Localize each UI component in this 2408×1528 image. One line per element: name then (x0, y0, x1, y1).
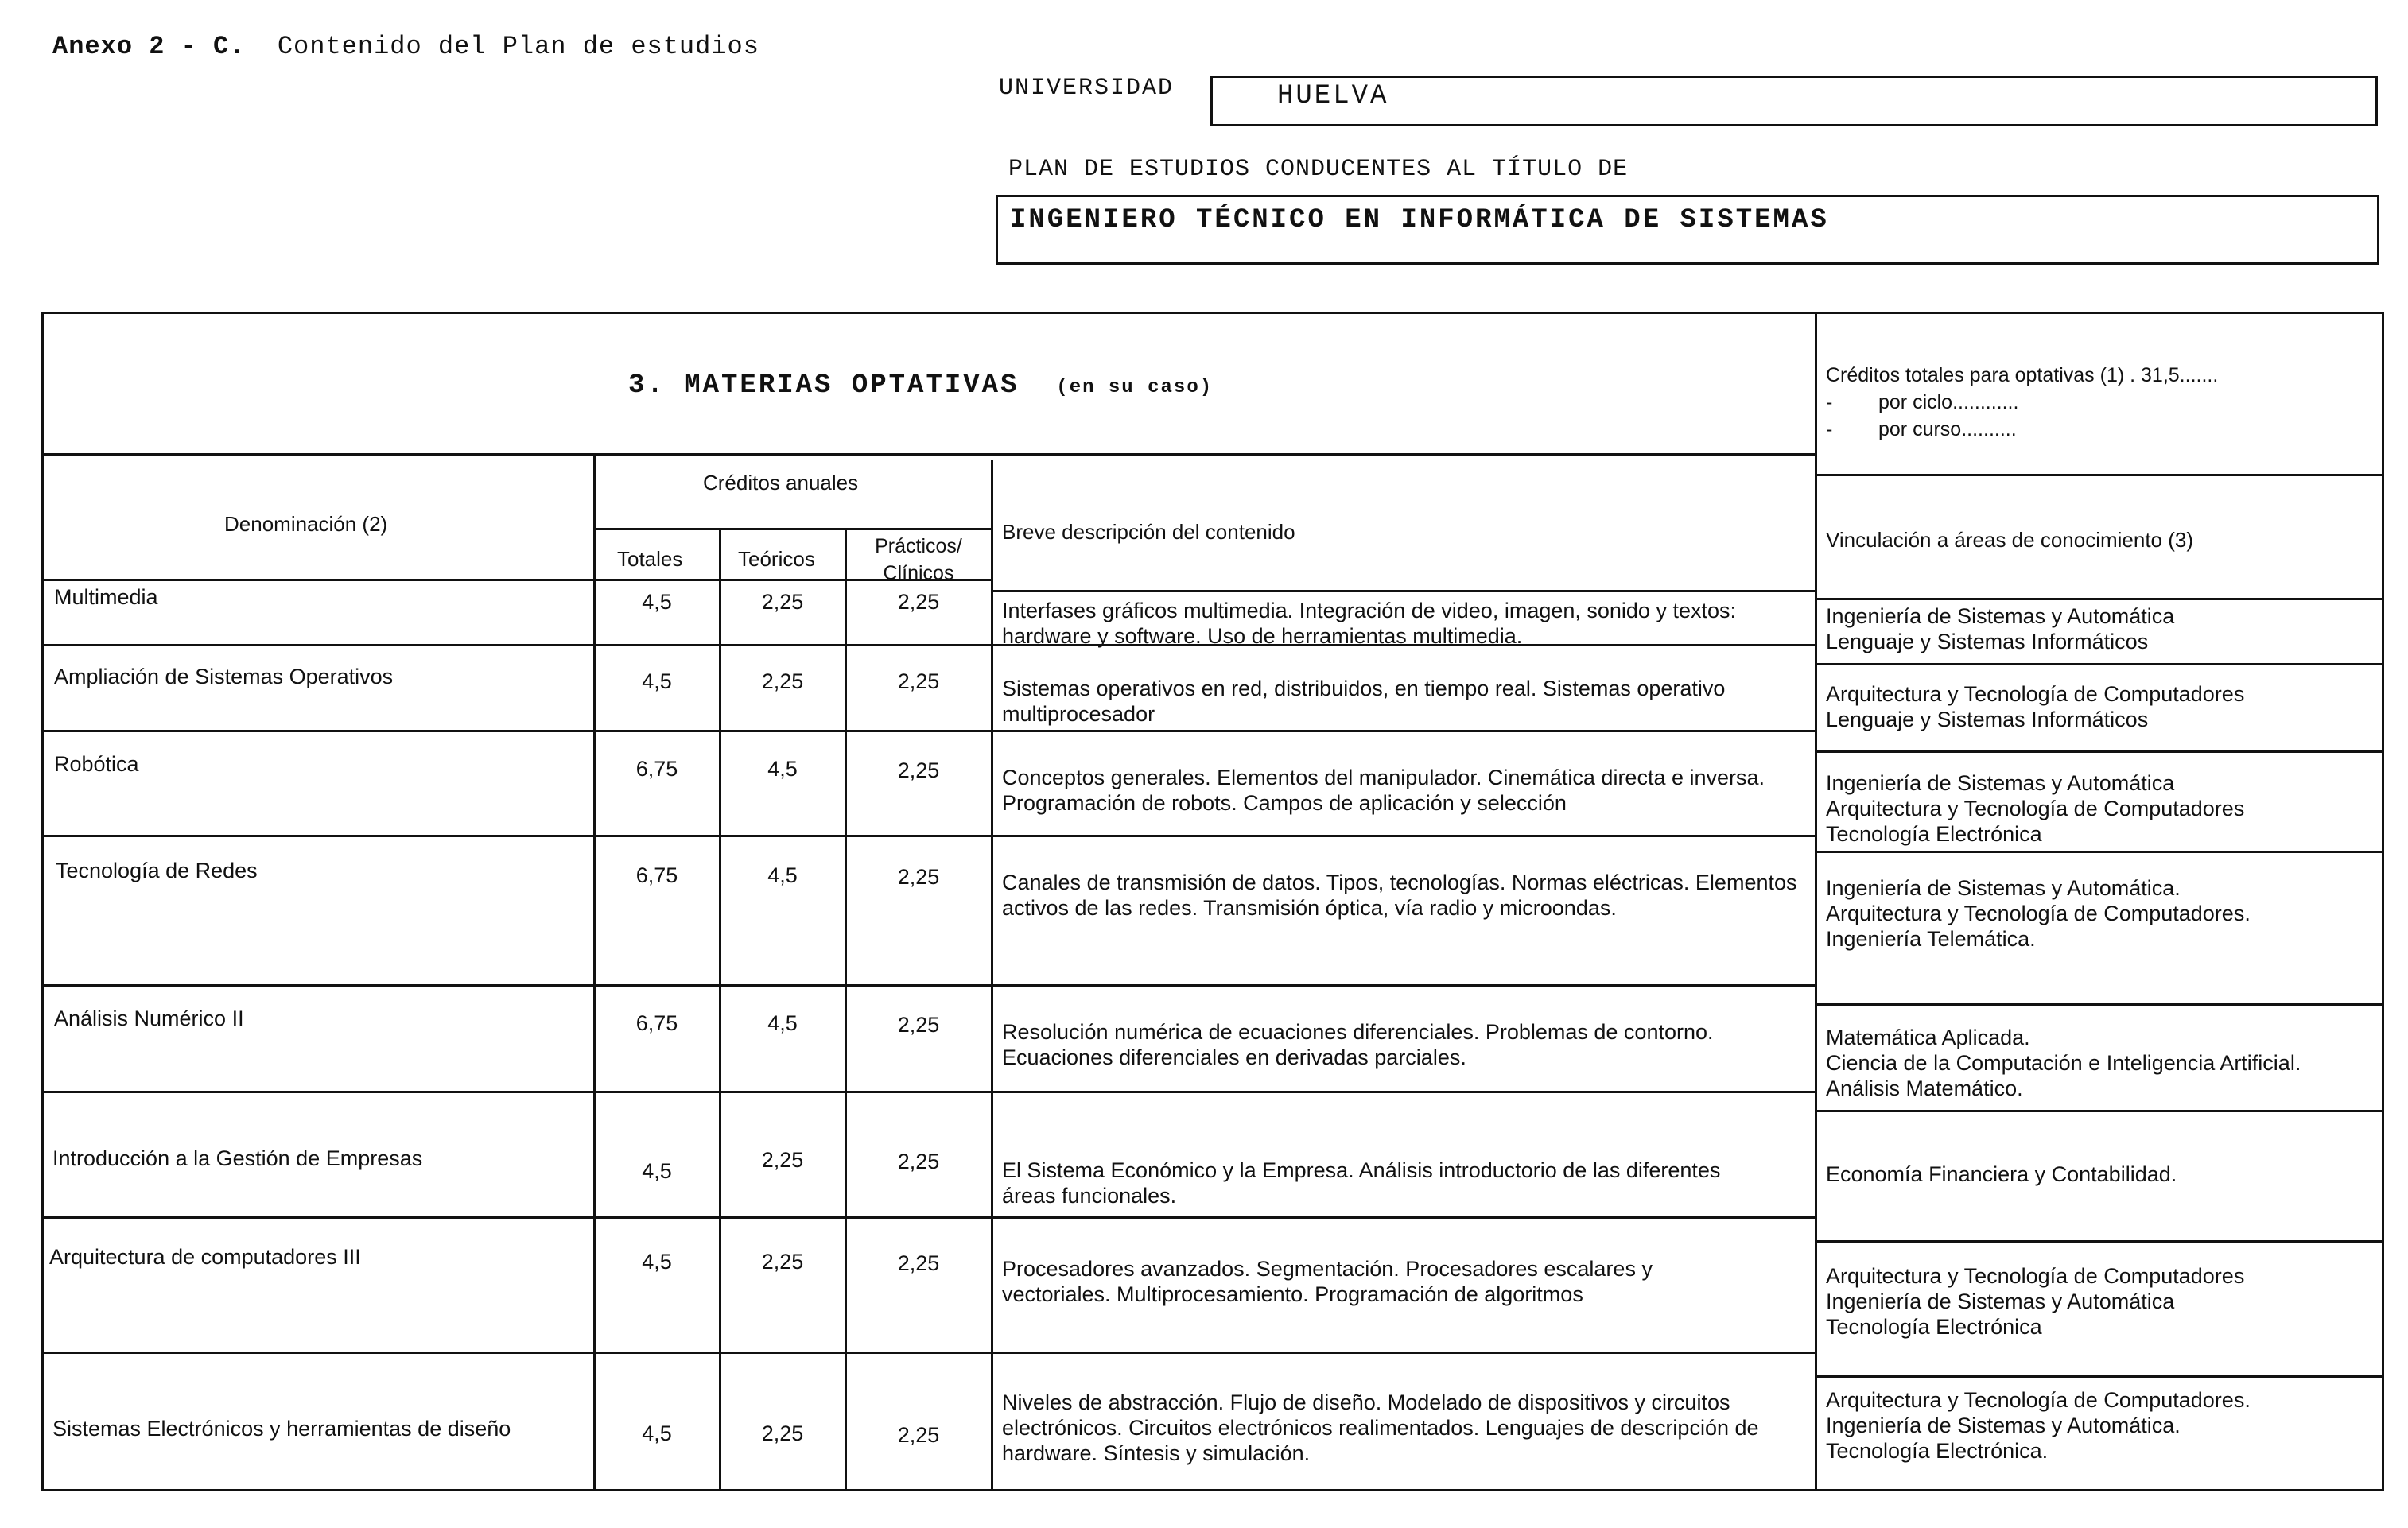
row-line (1815, 663, 2384, 665)
col-totales: Totales (617, 547, 683, 571)
header-divider (1815, 312, 1817, 475)
row-area: Ingeniería de Sistemas y Automática. (1826, 876, 2181, 900)
degree-title: INGENIERO TÉCNICO EN INFORMÁTICA DE SISTEMAS (1010, 205, 1829, 235)
row-line (991, 984, 1815, 987)
row-totales: 6,75 (635, 863, 678, 887)
credits-total: Créditos totales para optativas (1) . 31,5....... (1826, 364, 2219, 386)
row-area: Ciencia de la Computación e Inteligencia Artificial. (1826, 1051, 2301, 1075)
row-area: Ingeniería de Sistemas y Automática. (1826, 1414, 2181, 1437)
annex-title: Anexo 2 - C. Contenido del Plan de estudios (52, 32, 759, 61)
row-line (1815, 598, 2384, 600)
row-line (1815, 1110, 2384, 1112)
row-area: Ingeniería de Sistemas y Automática (1826, 771, 2175, 795)
row-description: Conceptos generales. Elementos del manipulador. Cinemática directa e inversa. Programación de robots. Campos de aplicación y selección (1002, 766, 1765, 815)
row-name: Multimedia (54, 585, 158, 609)
row-description: El Sistema Económico y la Empresa. Análisis introductorio de las diferentes áreas funcionales. (1002, 1158, 1721, 1208)
dash-course: - (1826, 418, 1833, 440)
row-teoricos: 2,25 (761, 669, 804, 693)
row-line (1815, 750, 2384, 753)
row-totales: 4,5 (642, 1250, 672, 1274)
row-teoricos: 2,25 (761, 1250, 804, 1274)
row-line (41, 1352, 991, 1354)
row-description: Procesadores avanzados. Segmentación. Procesadores escalares y vectoriales. Multiprocesamiento. Programación de algoritmos (1002, 1257, 1653, 1306)
col-vinculacion: Vinculación a áreas de conocimiento (3) (1826, 528, 2194, 552)
col-practicos: Prácticos/ Clínicos (875, 535, 962, 584)
row-teoricos: 2,25 (761, 1148, 804, 1172)
col-denominacion: Denominación (2) (224, 512, 388, 536)
row-totales: 4,5 (642, 1421, 672, 1445)
row-teoricos: 4,5 (767, 1011, 798, 1035)
row-teoricos: 2,25 (761, 1421, 804, 1445)
col-line-5 (1815, 474, 1817, 1491)
row-name: Robótica (54, 752, 139, 776)
plan-label: PLAN DE ESTUDIOS CONDUCENTES AL TÍTULO DE (1008, 156, 1629, 183)
row-line (991, 1216, 1815, 1219)
row-line (991, 1352, 1815, 1354)
per-course: por curso.......... (1878, 418, 2017, 440)
row-description: Canales de transmisión de datos. Tipos, tecnologías. Normas eléctricas. Elementos activos de las redes. Transmisión óptica, vía radio y microondas. (1002, 871, 1797, 920)
row-area: Arquitectura y Tecnología de Computadores. (1826, 902, 2251, 925)
row-line (41, 644, 991, 646)
row-line (991, 835, 1815, 837)
row-practicos: 2,25 (897, 590, 940, 614)
row-totales: 4,5 (642, 1159, 672, 1183)
row-area: Arquitectura y Tecnología de Computadores. (1826, 1388, 2251, 1412)
col-creditos-anuales: Créditos anuales (703, 471, 859, 494)
row-line (1815, 1375, 2384, 1378)
header-bottom-line (41, 453, 1815, 456)
row-area: Tecnología Electrónica (1826, 822, 2042, 846)
section-title: 3. MATERIAS OPTATIVAS (en su caso) (628, 370, 1214, 401)
row-area: Ingeniería de Sistemas y Automática (1826, 1289, 2175, 1313)
university-label: UNIVERSIDAD (999, 75, 1175, 102)
row-description: Sistemas operativos en red, distribuidos, en tiempo real. Sistemas operativo multiprocesador (1002, 677, 1726, 726)
row-line (991, 590, 1815, 592)
row-description: Resolución numérica de ecuaciones diferenciales. Problemas de contorno. Ecuaciones diferenciales en derivadas parciales. (1002, 1020, 1714, 1069)
row-totales: 4,5 (642, 590, 672, 614)
row-area: Economía Financiera y Contabilidad. (1826, 1162, 2177, 1186)
col-line-4 (991, 460, 993, 1491)
row-teoricos: 2,25 (761, 590, 804, 614)
row-line (1815, 1240, 2384, 1243)
row-area: Ingeniería Telemática. (1826, 927, 2036, 951)
col-teoricos: Teóricos (738, 547, 815, 571)
row-name: Análisis Numérico II (54, 1006, 244, 1030)
row-practicos: 2,25 (897, 1150, 940, 1173)
row-area: Matemática Aplicada. (1826, 1026, 2030, 1049)
row-name: Sistemas Electrónicos y herramientas de diseño (52, 1417, 511, 1441)
row-area: Arquitectura y Tecnología de Computadores (1826, 1264, 2245, 1288)
row-line (41, 1091, 991, 1093)
row-line (41, 1216, 991, 1219)
row-line (41, 835, 991, 837)
row-line (41, 984, 991, 987)
row-name: Introducción a la Gestión de Empresas (52, 1146, 423, 1170)
credits-subheader-line (593, 528, 991, 530)
row-area: Ingeniería de Sistemas y Automática (1826, 604, 2175, 628)
row-area: Tecnología Electrónica. (1826, 1439, 2049, 1463)
row-practicos: 2,25 (897, 865, 940, 889)
row-area: Tecnología Electrónica (1826, 1315, 2042, 1339)
row-practicos: 2,25 (897, 1013, 940, 1037)
row-totales: 6,75 (635, 757, 678, 781)
row-teoricos: 4,5 (767, 757, 798, 781)
row-line (1815, 1003, 2384, 1006)
row-line (1815, 851, 2384, 853)
per-cycle: por ciclo............ (1878, 391, 2019, 413)
row-practicos: 2,25 (897, 758, 940, 782)
row-description: Niveles de abstracción. Flujo de diseño. Modelado de dispositivos y circuitos electrónicos. Circuitos electrónicos realimentados. Lenguajes de descripción de hardware. Síntesis y simulación. (1002, 1390, 1759, 1465)
header-bottom-line-right (1815, 474, 2384, 476)
row-practicos: 2,25 (897, 1251, 940, 1275)
row-line (991, 730, 1815, 732)
university-value: HUELVA (1277, 81, 1389, 111)
row-practicos: 2,25 (897, 1423, 940, 1447)
row-totales: 6,75 (635, 1011, 678, 1035)
row-totales: 4,5 (642, 669, 672, 693)
row-name: Arquitectura de computadores III (49, 1245, 361, 1269)
row-description: Interfases gráficos multimedia. Integración de video, imagen, sonido y textos: hardware y software. Uso de herramientas multimedia. (1002, 599, 1736, 648)
row-area: Arquitectura y Tecnología de Computadores (1826, 682, 2245, 706)
row-line (41, 579, 991, 581)
row-area: Arquitectura y Tecnología de Computadores (1826, 797, 2245, 820)
row-area: Análisis Matemático. (1826, 1076, 2023, 1100)
row-name: Ampliación de Sistemas Operativos (54, 665, 394, 688)
row-line (991, 1091, 1815, 1093)
row-area: Lenguaje y Sistemas Informáticos (1826, 630, 2149, 653)
row-line (41, 730, 991, 732)
col-descripcion: Breve descripción del contenido (1002, 520, 1295, 544)
row-practicos: 2,25 (897, 669, 940, 693)
row-name: Tecnología de Redes (56, 859, 258, 882)
row-area: Lenguaje y Sistemas Informáticos (1826, 708, 2149, 731)
dash-cycle: - (1826, 391, 1833, 413)
row-teoricos: 4,5 (767, 863, 798, 887)
